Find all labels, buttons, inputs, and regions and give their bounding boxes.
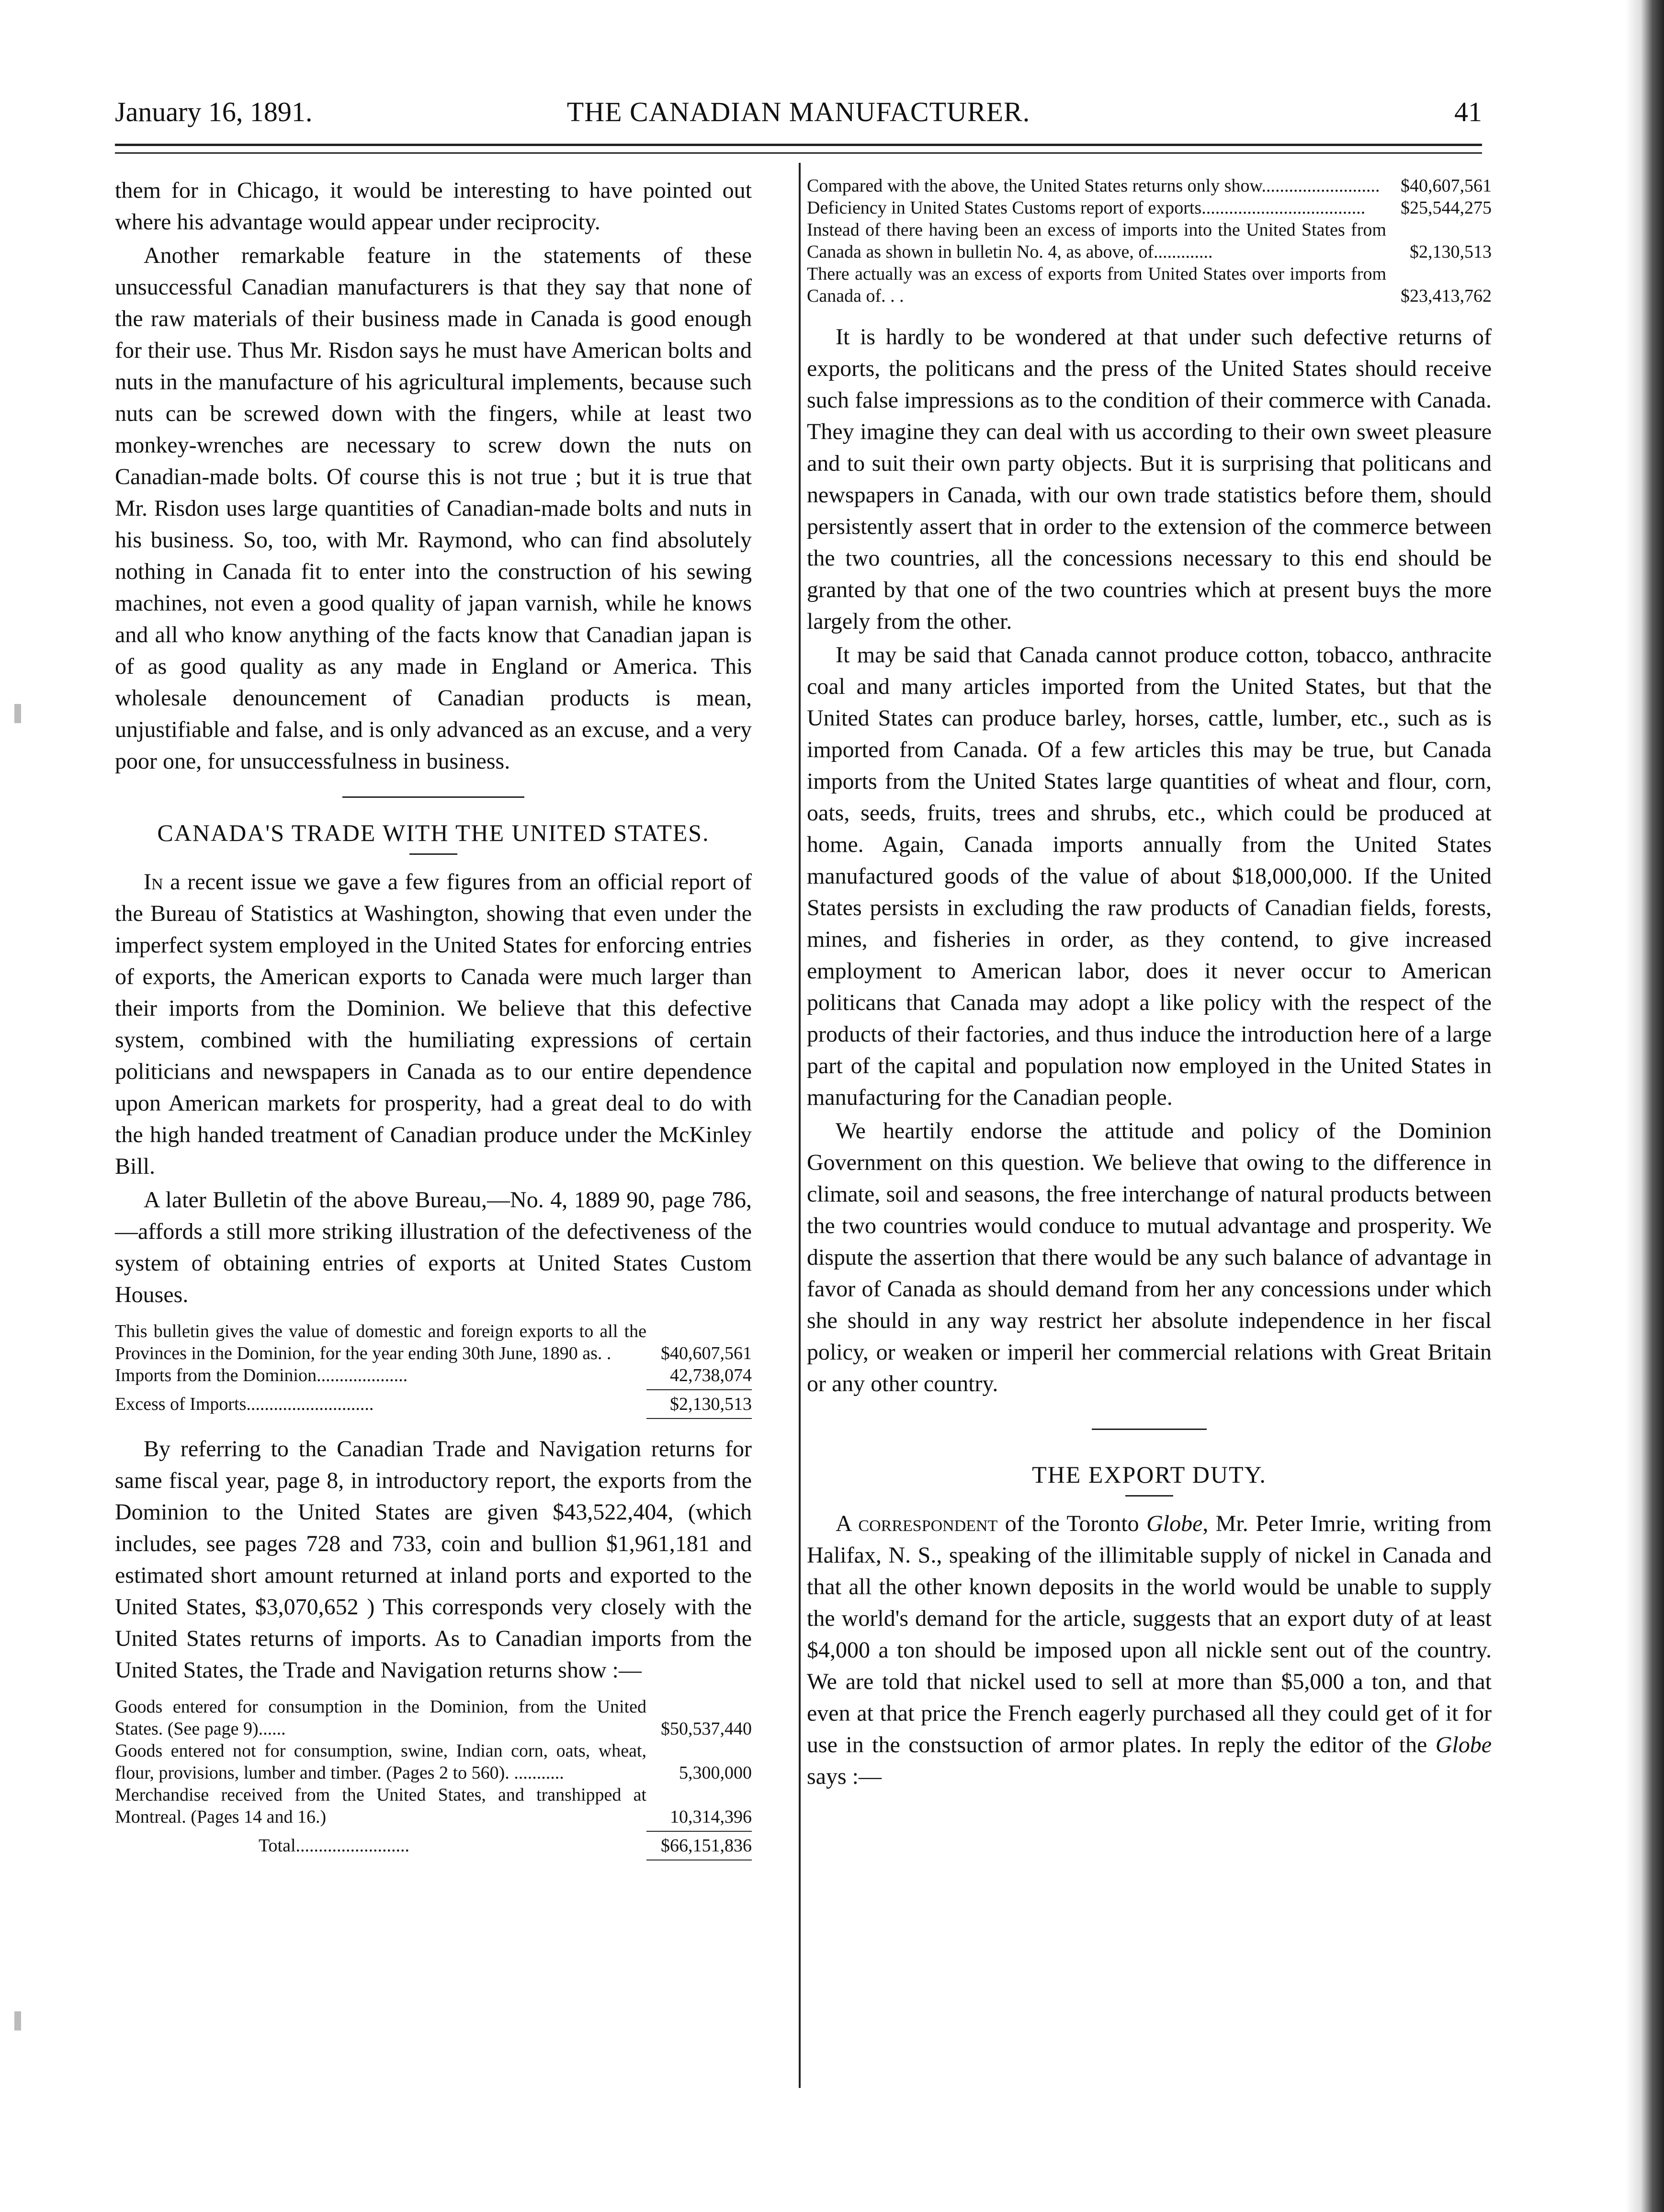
ledger-rule (646, 1389, 752, 1390)
lead-word: In (144, 869, 163, 895)
newspaper-name: Globe (1435, 1732, 1492, 1758)
left-column (115, 175, 752, 1875)
issue-date: January 16, 1891. (115, 96, 313, 127)
page-header (115, 86, 1482, 139)
lead-word: A correspondent (836, 1511, 998, 1536)
ledger-row: This bulletin gives the value of domestic and foreign exports to all the Provinces in the Dominion, for the year ending 30th June, 1890 as. . $40,607,561 (115, 1321, 752, 1363)
newspaper-name: Globe (1146, 1511, 1203, 1536)
ledger-row: Instead of there having been an excess of imports into the United States from Canada as shown in bulletin No. 4, as above, of............. $2,130,513 (807, 220, 1492, 262)
ledger-total-row: Total......................... $66,151,836 (259, 1836, 752, 1856)
paragraph: A correspondent of the Toronto Globe, Mr. Peter Imrie, writing from Halifax, N. S., speaking of the illimitable supply of nickel in Canada and that all the other known deposits in the world would be unable to supply the world's demand for the article, suggests that an export duty of at least $4,000 a ton should be imposed upon all nickle sent out of the country. We are told that nickel used to sell at more than $5,000 a ton, and that even at that price the French eagerly purchased all they could get of it for use in the constsuction of armor plates. In reply the editor of the Globe says :— (807, 1511, 1492, 1789)
scan-binding-edge (1626, 0, 1664, 2212)
ledger-row: Compared with the above, the United States returns only show.......................... $40,607,561 (807, 176, 1492, 196)
section-heading: THE EXPORT DUTY. (1032, 1461, 1267, 1488)
heading-rule (409, 853, 457, 855)
paragraph: We heartily endorse the attitude and policy of the Dominion Government on this question. We believe that owing to the difference in climate, soil and seasons, the free interchange of natural products between the two countries would conduce to mutual advantage and prosperity. We dispute the assertion that there would be any such balance of advantage in favor of Canada as should demand from her any concessions under which she should in any way restrict her absolute independence in her fiscal policy, or weaken or imperil her commercial relations with Great Britain or any other country. (807, 1118, 1492, 1396)
ledger-row: There actually was an excess of exports from United States over imports from Canada of. . . $23,413,762 (807, 264, 1492, 306)
ledger-comparison (807, 175, 1492, 307)
ledger-bulletin (115, 1320, 752, 1419)
section-divider (1092, 1429, 1207, 1430)
paragraph: By referring to the Canadian Trade and Navigation returns for same fiscal year, page 8, in introductory report, the exports from the Dominion to the United States are given $43,522,404, (which includes, see pages 728 and 733, coin and bullion $1,961,181 and estimated short amount returned at inland ports and exported to the United States, $3,070,652 ) This corresponds very closely with the United States returns of imports. As to Canadian imports from the United States, the Trade and Navigation returns show :— (115, 1436, 752, 1683)
scan-edge-mark (14, 2011, 21, 2031)
section-divider (342, 796, 524, 798)
paragraph: It is hardly to be wondered at that under such defective returns of exports, the politicans and the press of the United States should receive such false impressions as to the condition of their commerce with Canada. They imagine they can deal with us according to their own sweet pleasure and to suit their own party objects. But it is surprising that politicans and newspapers in Canada, with our own trade statistics before them, should persistently assert that in order to the extension of the commerce between the two countries, all the concessions necessary to this end should be granted by that one of the two countries which at present buys the more largely from the other. (807, 324, 1492, 634)
right-column (807, 175, 1492, 1794)
ledger-row: Goods entered not for consumption, swine, Indian corn, oats, wheat, flour, provisions, lumber and timber. (Pages 2 to 560). ........... 5,300,000 (115, 1741, 752, 1783)
paragraph: Another remarkable feature in the statements of these unsuccessful Canadian manufacturers is that they say that none of the raw materials of their business made in Canada is good enough for their use. Thus Mr. Risdon says he must have American bolts and nuts in the manufacture of his agricultural implements, because such nuts can be screwed down with the fingers, while at least two monkey-wrenches are necessary to screw down the nuts on Canadian-made bolts. Of course this is not true ; but it is true that Mr. Risdon uses large quantities of Canadian-made bolts and nuts in his business. So, too, with Mr. Raymond, who can find absolutely nothing in Canada fit to enter into the construction of his sewing machines, not even a good quality of japan varnish, while he knows and all who know anything of the facts know that Canadian japan is of as good quality as any made in England or America. This wholesale denouncement of Canadian products is mean, unjustifiable and false, and is only advanced as an excuse, and a very poor one, for unsuccessfulness in business. (115, 243, 752, 774)
paragraph: them for in Chicago, it would be interesting to have pointed out where his advantage would appear under reciprocity. (115, 178, 752, 235)
ledger-trade-returns (115, 1696, 752, 1860)
ledger-rule (646, 1831, 752, 1832)
section-heading: CANADA'S TRADE WITH THE UNITED STATES. (157, 819, 710, 846)
page-number: 41 (1454, 96, 1482, 127)
heading-rule (1125, 1495, 1173, 1497)
header-rule-thin (115, 152, 1482, 154)
ledger-row: Goods entered for consumption in the Dominion, from the United States. (See page 9)...... $50,537,440 (115, 1697, 752, 1739)
publication-title: THE CANADIAN MANUFACTURER. (566, 96, 1030, 127)
ledger-rule (646, 1418, 752, 1419)
ledger-row: Excess of Imports............................ $2,130,513 (115, 1394, 752, 1414)
header-rule-thick (115, 144, 1482, 146)
paragraph: A later Bulletin of the above Bureau,—No. 4, 1889 90, page 786,—affords a still more striking illustration of the defectiveness of the system of obtaining entries of exports at United States Custom Houses. (115, 1187, 752, 1307)
ledger-row: Deficiency in United States Customs report of exports.................................... $25,544,275 (807, 198, 1492, 218)
ledger-row: Imports from the Dominion.................... 42,738,074 (115, 1365, 752, 1385)
column-divider (799, 163, 801, 2088)
scan-edge-mark (14, 704, 21, 723)
ledger-row: Merchandise received from the United States, and transhipped at Montreal. (Pages 14 and 16.) 10,314,396 (115, 1785, 752, 1827)
paragraph: In a recent issue we gave a few figures from an official report of the Bureau of Statistics at Washington, showing that even under the imperfect system employed in the United States for enforcing entries of exports, the American exports to Canada were much larger than their imports from the Dominion. We believe that this defective system, combined with the humiliating expressions of certain politicians and newspapers in Canada as to our entire dependence upon American markets for prosperity, had a great deal to do with the high handed treatment of Canadian produce under the McKinley Bill. (115, 869, 752, 1179)
paragraph: It may be said that Canada cannot produce cotton, tobacco, anthracite coal and many articles imported from the United States, but that the United States can produce barley, horses, cattle, lumber, etc., such as is imported from Canada. Of a few articles this may be true, but Canada imports from the United States large quantities of wheat and flour, corn, oats, seeds, fruits, trees and shrubs, etc., which could be produced at home. Again, Canada imports annually from the United States manufactured goods of the value of about $18,000,000. If the United States persists in excluding the raw products of Canadian fields, forests, mines, and fisheries in order, as they contend, to give increased employment to American labor, does it never occur to American politicans that Canada may adopt a like policy with the respect of the products of their factories, and thus induce the introduction here of a large part of the capital and population now employed in the United States in manufacturing for the Canadian people. (807, 642, 1492, 1110)
